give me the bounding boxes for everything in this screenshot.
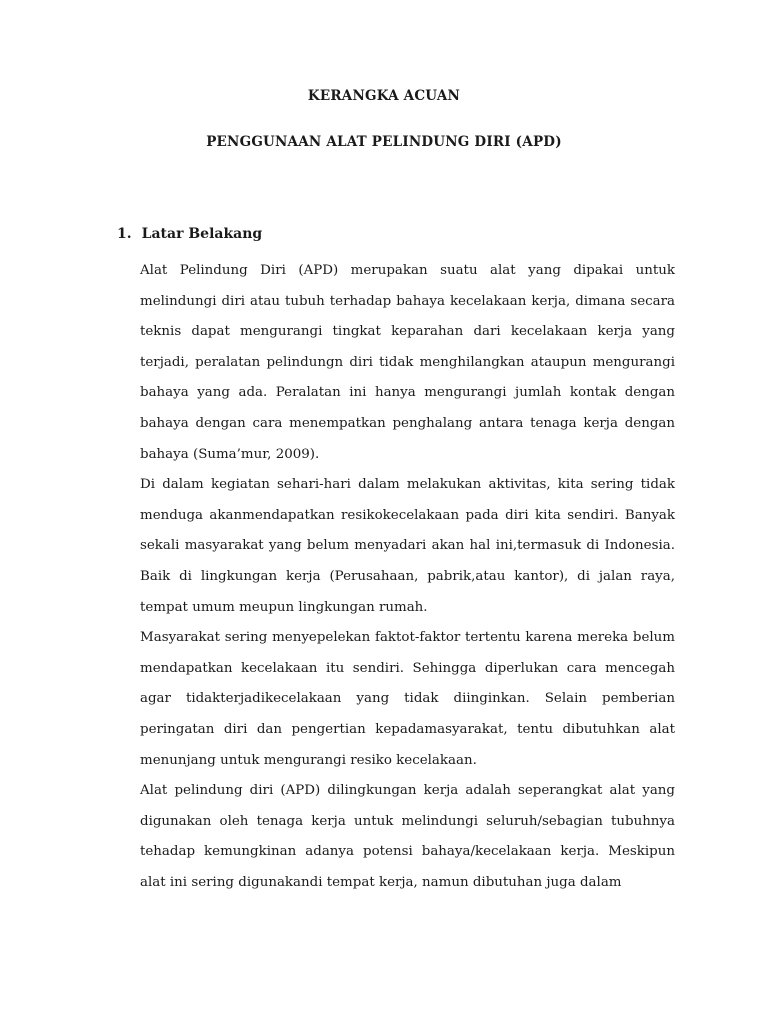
- section-heading-text: Latar Belakang: [141, 226, 263, 242]
- paragraph-2: Di dalam kegiatan sehari-hari dalam melakukan aktivitas, kita sering tidak menduga akanmendapatkan resikokecelakaan pada diri kita sendiri. Banyak sekali masyarakat yang belum menyadari akan hal ini,termasuk di Indonesia. Baik di lingkungan kerja (Perusahaan, pabrik,atau kantor), di jalan raya, tempat umum meupun lingkungan rumah.: [140, 477, 675, 615]
- paragraph-1: Alat Pelindung Diri (APD) merupakan suatu alat yang dipakai untuk melindungi diri atau tubuh terhadap bahaya kecelakaan kerja, dimana secara teknis dapat mengurangi tingkat keparahan dari kecelakaan kerja yang terjadi, peralatan pelindungn diri tidak menghilangkan ataupun mengurangi bahaya yang ada. Peralatan ini hanya mengurangi jumlah kontak dengan bahaya dengan cara menempatkan penghalang antara tenaga kerja dengan bahaya (Suma’mur, 2009).: [140, 263, 675, 462]
- document-subtitle: PENGGUNAAN ALAT PELINDUNG DIRI (APD): [206, 134, 562, 150]
- document-title: KERANGKA ACUAN: [307, 88, 461, 104]
- section-body: [140, 256, 675, 898]
- paragraph-4: Alat pelindung diri (APD) dilingkungan kerja adalah seperangkat alat yang digunakan oleh tenaga kerja untuk melindungi seluruh/sebagian tubuhnya tehadap kemungkinan adanya potensi bahaya/kecelakaan kerja. Meskipun alat ini sering digunakandi tempat kerja, namun dibutuhan juga dalam: [140, 783, 675, 890]
- section-number: 1.: [117, 226, 132, 242]
- paragraph-3: Masyarakat sering menyepelekan faktot-faktor tertentu karena mereka belum mendapatkan kecelakaan itu sendiri. Sehingga diperlukan cara mencegah agar tidakterjadikecelakaan yang tidak diinginkan. Selain pemberian peringatan diri dan pengertian kepadamasyarakat, tentu dibutuhkan alat menunjang untuk mengurangi resiko kecelakaan.: [140, 630, 675, 768]
- section-heading: [117, 226, 262, 242]
